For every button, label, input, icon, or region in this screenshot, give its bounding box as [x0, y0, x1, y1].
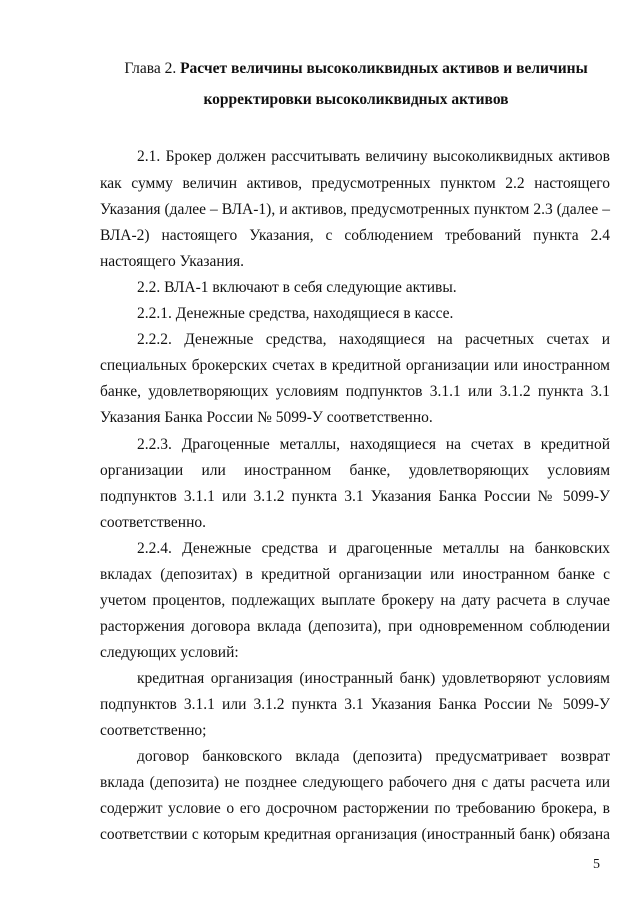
text-line: подпунктов 3.1.1 или 3.1.2 пункта 3.1 Указания Банка России № 5099-У	[100, 696, 610, 713]
text-line: расторжения договора вклада (депозита), при одновременном соблюдении	[100, 618, 610, 635]
text-line: учетом процентов, подлежащих выплате брокеру на дату расчета в случае	[100, 592, 610, 609]
text-line: 2.2.2. Денежные средства, находящиеся на расчетных счетах и	[137, 331, 610, 348]
text-line: кредитная организация (иностранный банк) удовлетворяют условиям	[137, 670, 610, 687]
text-line: содержит условие о его досрочном расторжении по требованию брокера, в	[100, 800, 610, 817]
page-number: 5	[593, 857, 600, 872]
chapter-heading-line2: корректировки высоколиквидных активов	[203, 91, 509, 108]
text-line: 2.1. Брокер должен рассчитывать величину высоколиквидных активов	[137, 148, 610, 165]
text-line: как сумму величин активов, предусмотренных пунктом 2.2 настоящего	[100, 175, 610, 192]
text-line: следующих условий:	[100, 644, 239, 661]
text-line: соответствии с которым кредитная организация (иностранный банк) обязана	[100, 826, 610, 843]
text-line: 2.2.1. Денежные средства, находящиеся в кассе.	[137, 305, 454, 322]
text-line: 2.2.3. Драгоценные металлы, находящиеся на счетах в кредитной	[137, 436, 610, 453]
text-line: ВЛА-2) настоящего Указания, с соблюдением требований пункта 2.4	[100, 227, 610, 244]
text-line: соответственно.	[100, 514, 206, 531]
text-line: подпунктов 3.1.1 или 3.1.2 пункта 3.1 Указания Банка России № 5099-У	[100, 488, 610, 505]
text-line: организации или иностранном банке, удовлетворяющих условиям	[100, 462, 610, 479]
text-line: Указания Банка России № 5099-У соответственно.	[100, 409, 433, 426]
chapter-heading-line1	[100, 60, 612, 78]
chapter-prefix: Глава 2.	[124, 60, 177, 77]
text-line: Указания (далее – ВЛА-1), и активов, предусмотренных пунктом 2.3 (далее –	[100, 201, 610, 218]
text-line: соответственно;	[100, 722, 207, 739]
text-line: вклада (депозита) не позднее следующего рабочего дня с даты расчета или	[100, 774, 610, 791]
text-line: договор банковского вклада (депозита) предусматривает возврат	[137, 748, 610, 765]
text-line: 2.2.4. Денежные средства и драгоценные металлы на банковских	[137, 540, 610, 557]
chapter-title: Расчет величины высоколиквидных активов и величины	[180, 60, 588, 77]
text-line: банке, удовлетворяющих условиям подпунктов 3.1.1 или 3.1.2 пункта 3.1	[100, 383, 610, 400]
text-line: специальных брокерских счетах в кредитной организации или иностранном	[100, 357, 610, 374]
text-line: вкладах (депозитах) в кредитной организации или иностранном банке с	[100, 566, 610, 583]
text-line: 2.2. ВЛА-1 включают в себя следующие активы.	[137, 279, 457, 296]
text-line: настоящего Указания.	[100, 253, 245, 270]
